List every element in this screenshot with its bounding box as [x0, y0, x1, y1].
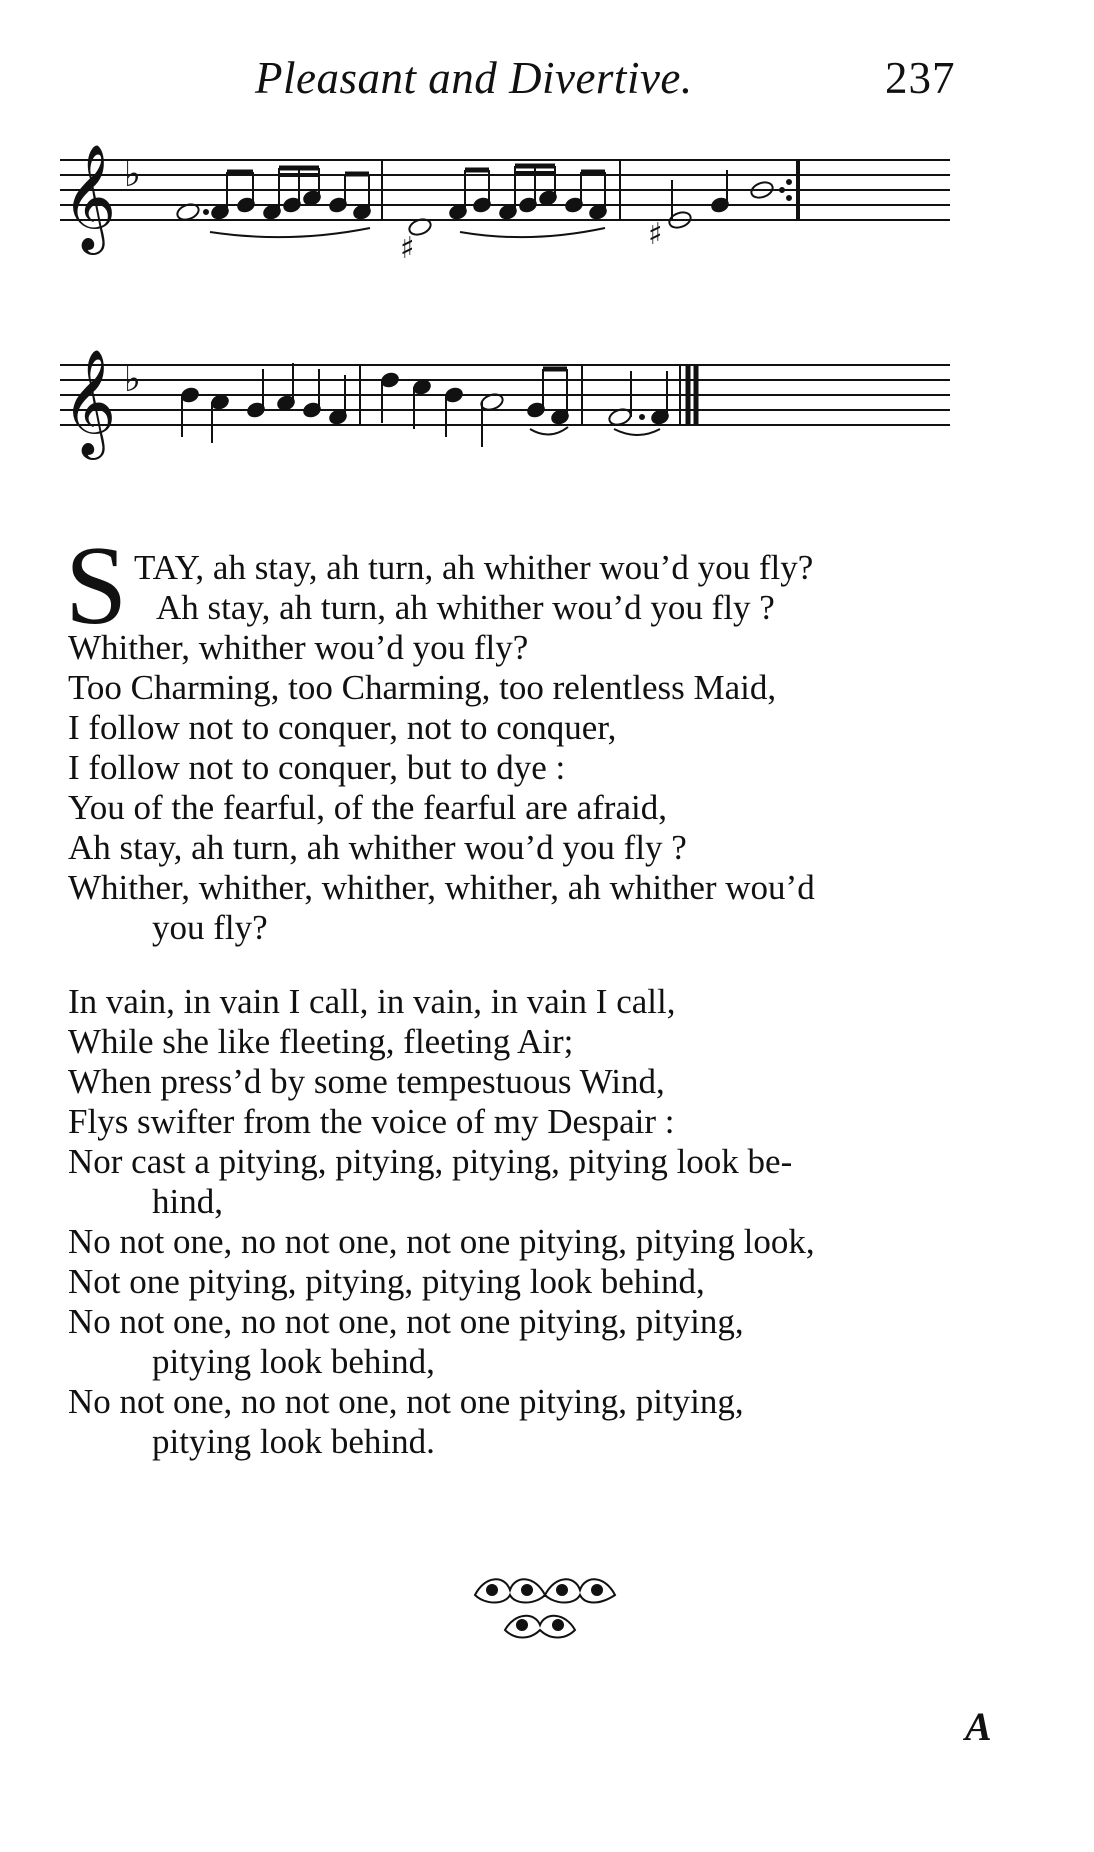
flat-sign-icon: ♭ [124, 154, 141, 195]
svg-text:♯: ♯ [648, 217, 663, 252]
verse-line: Ah stay, ah turn, ah whither wou’d you fly ? [68, 828, 687, 867]
verse-line: While she like fleeting, fleeting Air; [68, 1022, 574, 1061]
verse-line: No not one, no not one, not one pitying, pitying, [68, 1302, 744, 1341]
verse-line: I follow not to conquer, but to dye : [68, 748, 566, 787]
verse-line: No not one, no not one, not one pitying, pitying, [68, 1382, 744, 1421]
svg-text:♯: ♯ [400, 231, 415, 266]
verse-line: Flys swifter from the voice of my Despair : [68, 1102, 675, 1141]
running-title: Pleasant and Divertive. [255, 53, 693, 103]
verse-line: No not one, no not one, not one pitying, pitying look, [68, 1222, 815, 1261]
verse-line: Ah stay, ah turn, ah whither wou’d you fly ? [156, 588, 775, 627]
svg-text:𝄞: 𝄞 [62, 143, 117, 250]
music-staff-2 [60, 345, 960, 475]
verse-line: You of the fearful, of the fearful are afraid, [68, 788, 667, 827]
treble-clef-icon [62, 348, 116, 460]
verse-line-continuation: hind, [152, 1182, 223, 1221]
fleuron-ornament-icon [470, 1570, 620, 1650]
verse-line: Whither, whither, whither, whither, ah whither wou’d [68, 868, 815, 907]
verse-line: TAY, ah stay, ah turn, ah whither wou’d you fly? [134, 548, 814, 587]
verse-line-continuation: pitying look behind, [152, 1342, 435, 1381]
verse-line: I follow not to conquer, not to conquer, [68, 708, 617, 747]
verse-line-continuation: you fly? [152, 908, 268, 947]
verse-line: In vain, in vain I call, in vain, in vain I call, [68, 982, 676, 1021]
signature-mark: A [965, 1704, 992, 1749]
flat-sign-icon: ♭ [124, 359, 141, 400]
verse-line: Not one pitying, pitying, pitying look behind, [68, 1262, 705, 1301]
verse-line: Whither, whither wou’d you fly? [68, 628, 529, 667]
treble-clef-icon [62, 143, 116, 255]
drop-cap: S [65, 524, 128, 648]
verse-line: Too Charming, too Charming, too relentless Maid, [68, 668, 777, 707]
music-staff-1 [60, 140, 960, 270]
svg-text:𝄞: 𝄞 [62, 348, 117, 455]
page-number: 237 [885, 53, 956, 103]
verse-line-continuation: pitying look behind. [152, 1422, 435, 1461]
verse-line: When press’d by some tempestuous Wind, [68, 1062, 665, 1101]
verse-line: Nor cast a pitying, pitying, pitying, pitying look be- [68, 1142, 793, 1181]
